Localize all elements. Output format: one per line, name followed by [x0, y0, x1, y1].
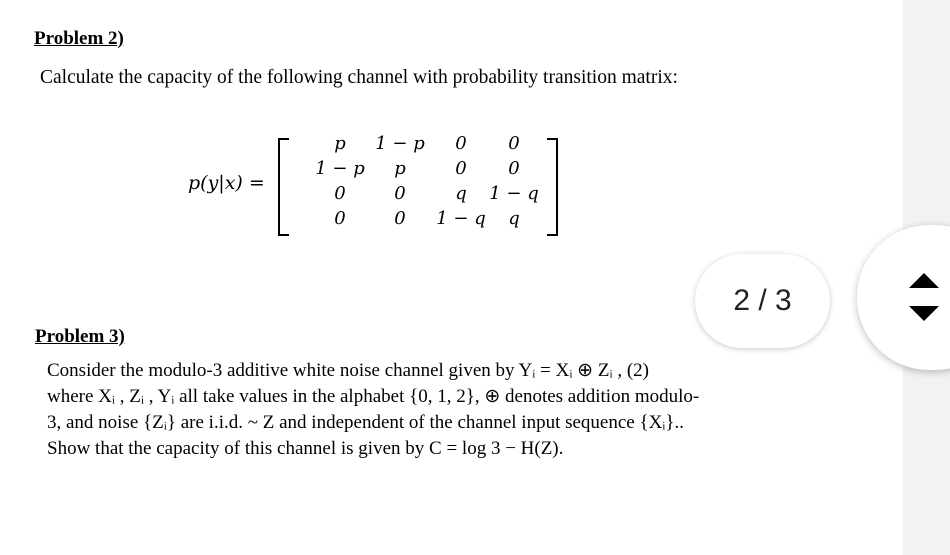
matrix-cell-r3-c3: q — [508, 208, 520, 229]
problem-3-line-3: 3, and noise {Zᵢ} are i.i.d. ~ Z and independent of the channel input sequence {Xᵢ}.. — [47, 412, 685, 433]
problem-3-line-1: Consider the modulo-3 additive white noise channel given by Yᵢ = Xᵢ ⊕ Zᵢ , (2) — [47, 360, 649, 381]
problem-3-heading: Problem 3) — [35, 326, 125, 347]
problem-2-heading: Problem 2) — [34, 28, 124, 49]
lhs-label: p(y|x) — [188, 172, 243, 194]
matrix-cell-r2-c2: q — [455, 183, 467, 204]
matrix-cell-r1-c3: 0 — [508, 158, 520, 179]
problem-3-line-4: Show that the capacity of this channel is given by C = log 3 − H(Z). — [47, 438, 564, 459]
matrix-cell-r2-c3: 1 − q — [489, 183, 539, 204]
problem-2-statement: Calculate the capacity of the following channel with probability transition matrix: — [40, 67, 678, 88]
matrix-cell-r2-c1: 0 — [394, 183, 406, 204]
matrix-cell-r1-c2: 0 — [455, 158, 467, 179]
matrix-cell-r1-c1: p — [394, 158, 406, 179]
matrix-cell-r3-c2: 1 − q — [436, 208, 486, 229]
matrix-cell-r0-c0: p — [334, 133, 346, 154]
arrow-up-icon[interactable] — [909, 273, 939, 288]
matrix-left-bracket — [278, 138, 289, 236]
matrix-cell-r3-c1: 0 — [394, 208, 406, 229]
matrix-lhs — [188, 172, 265, 194]
matrix-cell-r3-c0: 0 — [334, 208, 346, 229]
matrix-right-bracket — [547, 138, 558, 236]
matrix-cell-r0-c3: 0 — [508, 133, 520, 154]
arrow-down-icon[interactable] — [909, 306, 939, 321]
matrix-cell-r0-c1: 1 − p — [375, 133, 425, 154]
matrix-cell-r2-c0: 0 — [334, 183, 346, 204]
problem-3-line-2: where Xᵢ , Zᵢ , Yᵢ all take values in the alphabet {0, 1, 2}, ⊕ denotes addition modulo- — [47, 386, 700, 407]
matrix-cell-r1-c0: 1 − p — [315, 158, 365, 179]
equals-sign: = — [248, 172, 265, 194]
page-indicator: 2 / 3 — [695, 254, 830, 348]
matrix-cell-r0-c2: 0 — [455, 133, 467, 154]
page-navigation-button[interactable] — [857, 225, 950, 370]
